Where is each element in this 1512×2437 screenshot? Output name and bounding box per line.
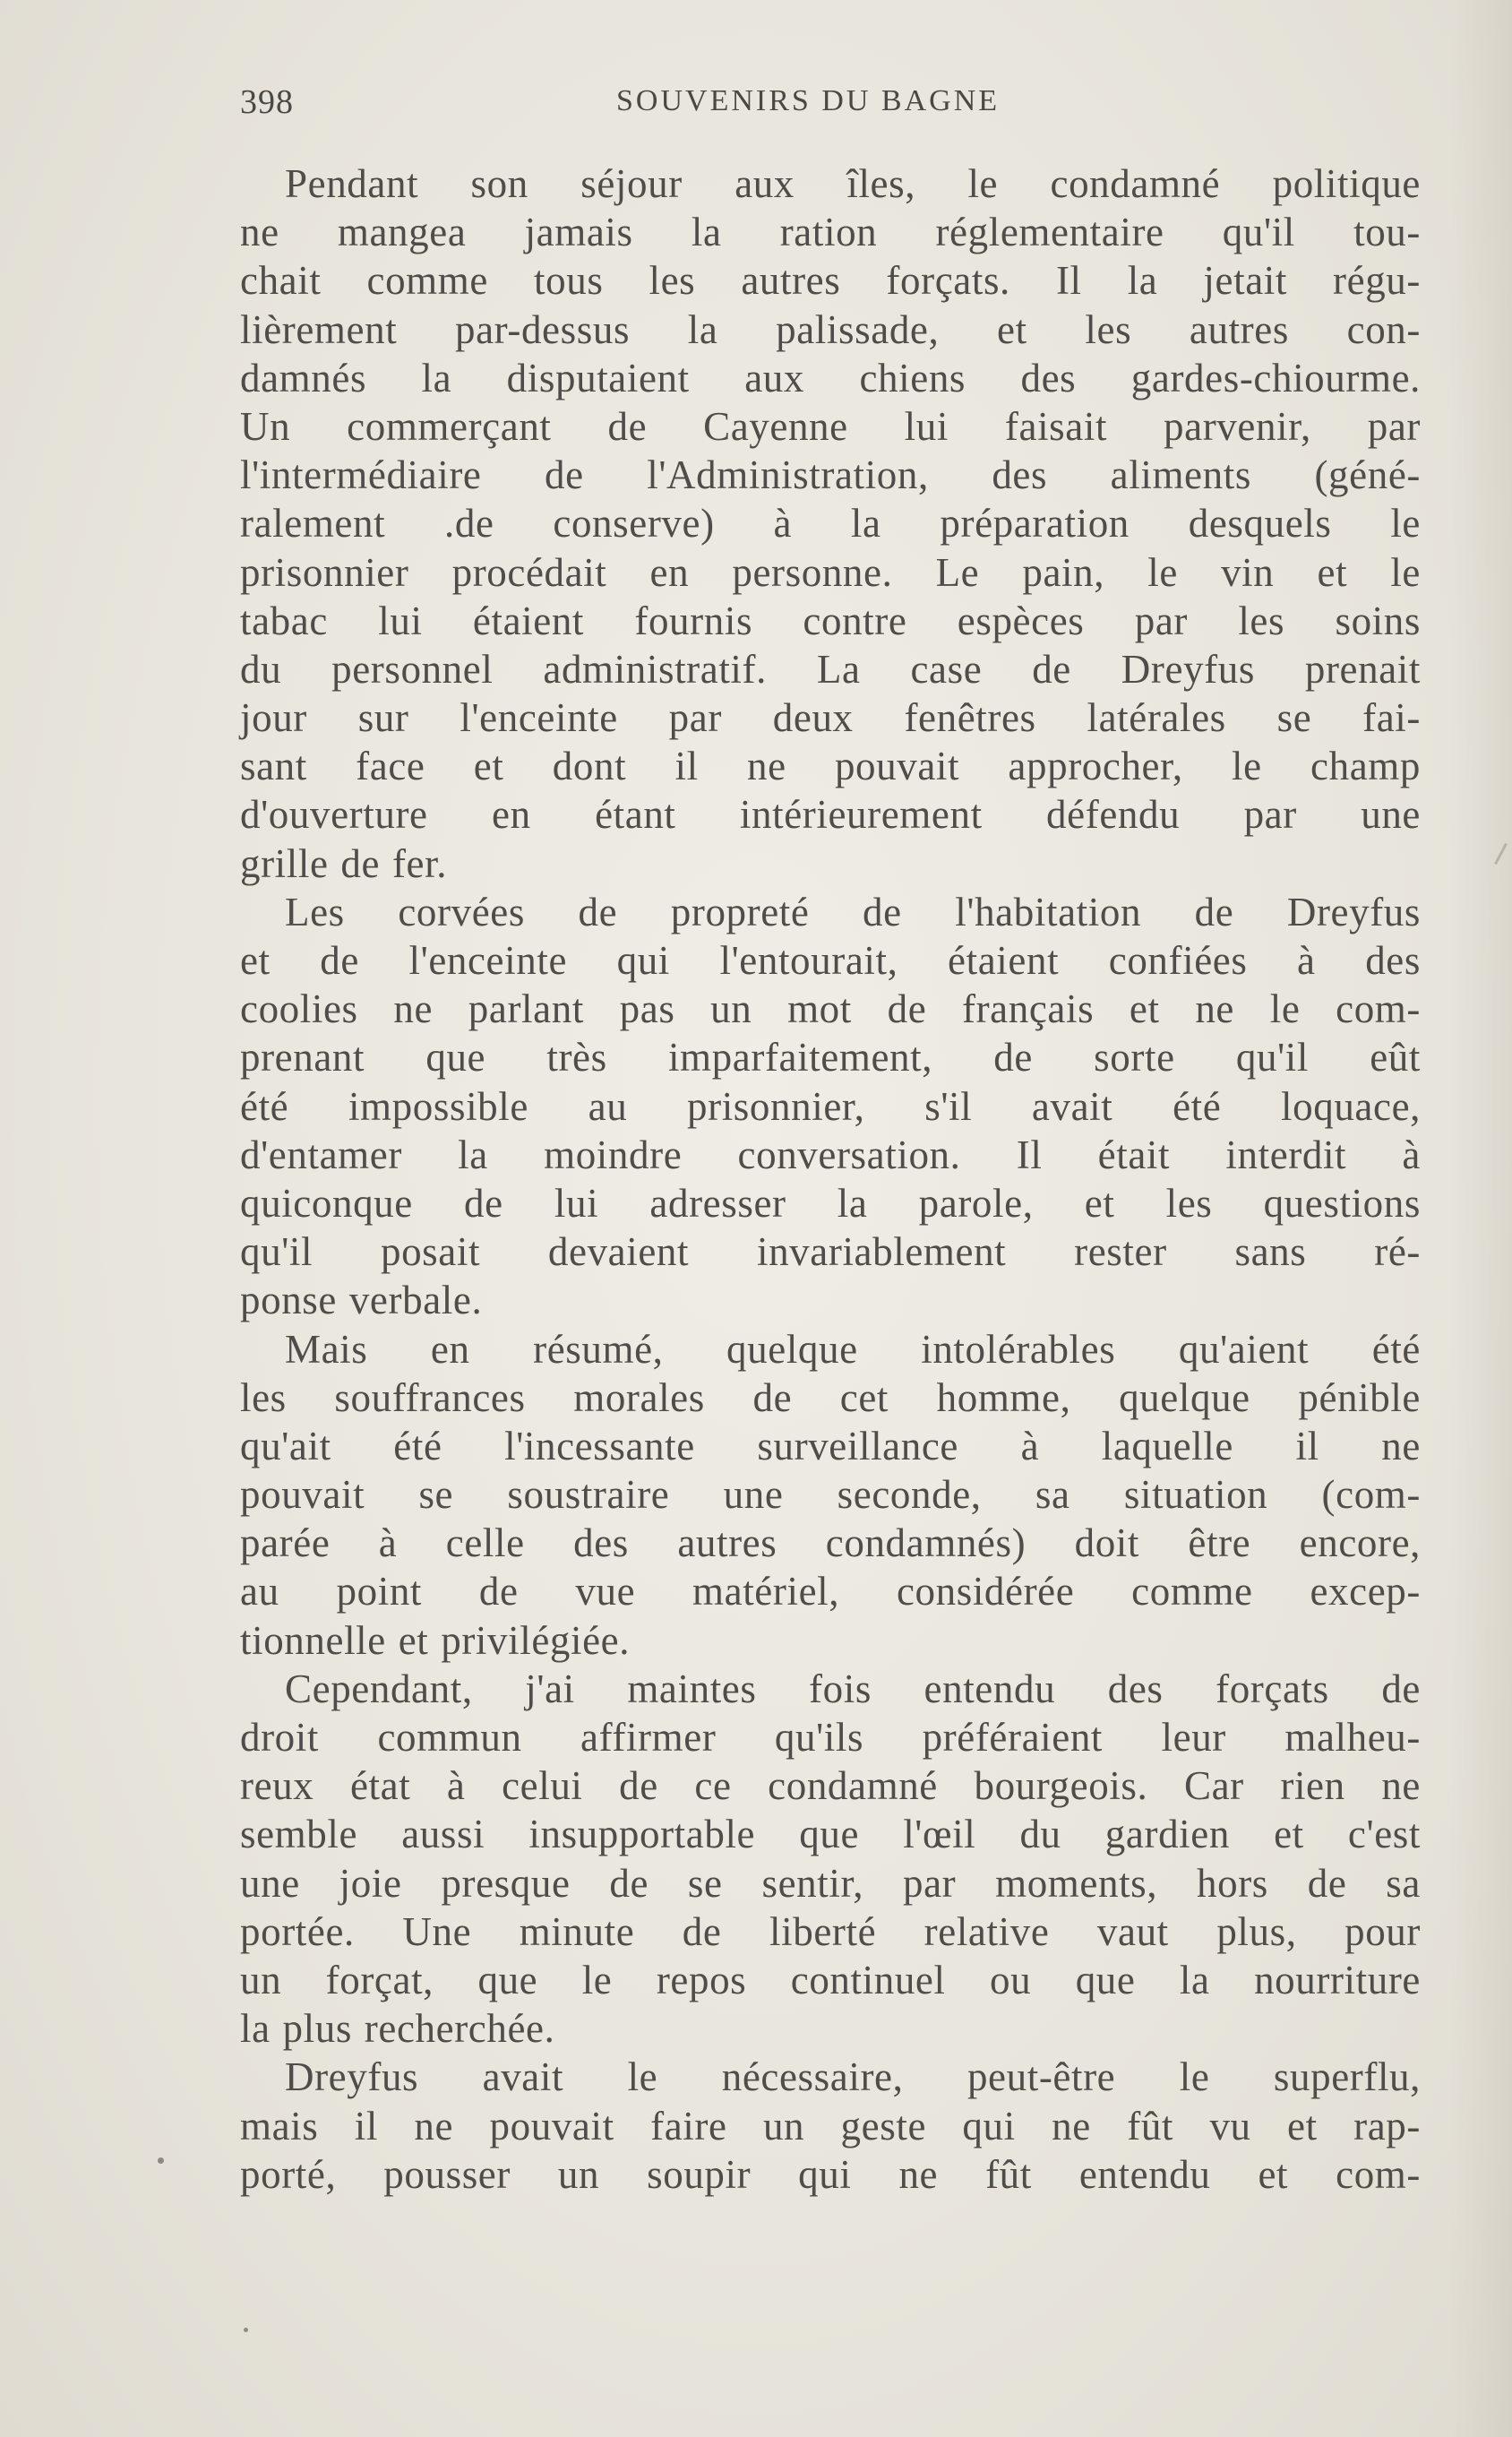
text-line: grille de fer. <box>240 840 448 886</box>
text-line: coolies ne parlant pas un mot de français et ne le com- <box>240 986 1421 1032</box>
page-number: 398 <box>240 83 294 121</box>
page-edge-shadow <box>1449 0 1512 2437</box>
text-line: tabac lui étaient fournis contre espèces par les soins <box>240 598 1421 643</box>
text-line: ne mangea jamais la ration réglementaire qu'il tou- <box>240 210 1421 255</box>
text-line: au point de vue matériel, considérée comme excep- <box>240 1569 1421 1615</box>
text-line: sant face et dont il ne pouvait approcher, le champ <box>240 744 1421 789</box>
text-line: chait comme tous les autres forçats. Il la jetait régu- <box>240 258 1421 304</box>
text-line: et de l'enceinte qui l'entourait, étaient confiées à des <box>240 938 1421 983</box>
text-line: Cependant, j'ai maintes fois entendu des forçats de <box>285 1666 1421 1711</box>
text-line: lièrement par-dessus la palissade, et les autres con- <box>240 306 1421 352</box>
text-line: Mais en résumé, quelque intolérables qu'aient été <box>285 1326 1421 1372</box>
text-line: les souffrances morales de cet homme, quelque pénible <box>240 1374 1421 1420</box>
text-line: jour sur l'enceinte par deux fenêtres latérales se fai- <box>240 695 1421 741</box>
text-line: été impossible au prisonnier, s'il avait été loquace, <box>240 1083 1421 1129</box>
text-line: d'ouverture en étant intérieurement défendu par une <box>240 792 1421 838</box>
text-line: portée. Une minute de liberté relative vaut plus, pour <box>240 1908 1421 1954</box>
text-line: qu'ait été l'incessante surveillance à laquelle il ne <box>240 1423 1421 1468</box>
text-line: Un commerçant de Cayenne lui faisait parvenir, par <box>240 403 1421 449</box>
text-line: l'intermédiaire de l'Administration, des aliments (géné- <box>240 452 1421 498</box>
text-line: quiconque de lui adresser la parole, et les questions <box>240 1180 1421 1226</box>
text-line: tionnelle et privilégiée. <box>240 1617 631 1663</box>
text-line: mais il ne pouvait faire un geste qui ne fût vu et rap- <box>240 2103 1421 2149</box>
text-line: une joie presque de se sentir, par moments, hors de sa <box>240 1860 1421 1906</box>
text-line: ponse verbale. <box>240 1278 483 1323</box>
running-title: SOUVENIRS DU BAGNE <box>616 84 1001 117</box>
text-line: d'entamer la moindre conversation. Il était interdit à <box>240 1132 1421 1177</box>
text-line: semble aussi insupportable que l'œil du gardien et c'est <box>240 1812 1421 1857</box>
text-line: ralement .de conserve) à la préparation desquels le <box>240 501 1421 547</box>
text-line: Pendant son séjour aux îles, le condamné politique <box>285 161 1421 206</box>
text-line: qu'il posait devaient invariablement rester sans ré- <box>240 1229 1421 1275</box>
text-line: prisonnier procédait en personne. Le pain, le vin et le <box>240 549 1421 595</box>
text-line: reux état à celui de ce condamné bourgeois. Car rien ne <box>240 1763 1421 1809</box>
text-line: prenant que très imparfaitement, de sorte qu'il eût <box>240 1035 1421 1081</box>
running-head <box>240 82 1421 125</box>
paper-speck <box>244 2328 248 2332</box>
text-line: un forçat, que le repos continuel ou que la nourriture <box>240 1957 1421 2002</box>
paper-speck <box>158 2157 164 2164</box>
text-line: Dreyfus avait le nécessaire, peut-être le superflu, <box>285 2054 1421 2100</box>
text-line: damnés la disputaient aux chiens des gardes-chiourme. <box>240 355 1421 400</box>
body-text <box>240 159 1421 2199</box>
text-line: parée à celle des autres condamnés) doit être encore, <box>240 1520 1421 1566</box>
text-line: du personnel administratif. La case de Dreyfus prenait <box>240 646 1421 692</box>
text-line: pouvait se soustraire une seconde, sa situation (com- <box>240 1472 1421 1518</box>
text-line: porté, pousser un soupir qui ne fût entendu et com- <box>240 2151 1421 2197</box>
text-line: Les corvées de propreté de l'habitation de Dreyfus <box>285 889 1421 934</box>
text-line: droit commun affirmer qu'ils préféraient leur malheu- <box>240 1715 1421 1760</box>
text-line: la plus recherchée. <box>240 2006 555 2052</box>
